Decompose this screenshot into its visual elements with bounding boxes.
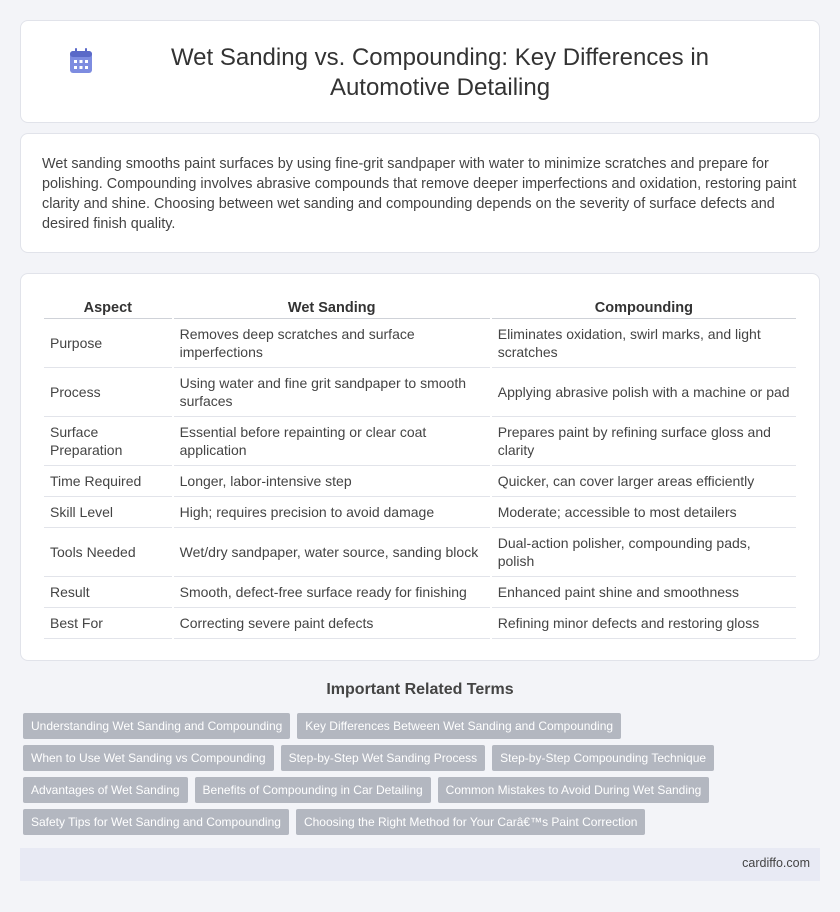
cell-wet-sanding: Correcting severe paint defects [174,608,490,639]
calendar-icon [69,48,93,74]
related-tag-link[interactable]: Choosing the Right Method for Your Carâ€™s Paint Correction [296,809,646,835]
header-wet-sanding: Wet Sanding [174,297,490,319]
tag-row [23,777,823,803]
cell-aspect: Skill Level [44,497,172,528]
tag-row [23,713,823,739]
cell-wet-sanding: Smooth, defect-free surface ready for finishing [174,577,490,608]
table-row [44,466,796,497]
cell-aspect: Process [44,368,172,417]
cell-aspect: Time Required [44,466,172,497]
cell-wet-sanding: High; requires precision to avoid damage [174,497,490,528]
cell-compounding: Eliminates oxidation, swirl marks, and light scratches [492,319,796,368]
table-row [44,577,796,608]
table-row [44,319,796,368]
cell-compounding: Moderate; accessible to most detailers [492,497,796,528]
cell-compounding: Quicker, can cover larger areas efficiently [492,466,796,497]
comparison-card [20,273,820,661]
header-card [20,20,820,123]
tag-row [23,745,823,771]
comparison-table [42,297,798,639]
cell-compounding: Applying abrasive polish with a machine or pad [492,368,796,417]
related-tag-link[interactable]: Step-by-Step Wet Sanding Process [281,745,486,771]
table-row [44,368,796,417]
cell-aspect: Result [44,577,172,608]
cell-compounding: Dual-action polisher, compounding pads, polish [492,528,796,577]
related-tag-link[interactable]: Benefits of Compounding in Car Detailing [195,777,431,803]
related-tag-link[interactable]: Step-by-Step Compounding Technique [492,745,714,771]
related-tag-link[interactable]: Common Mistakes to Avoid During Wet Sanding [438,777,710,803]
table-row [44,417,796,466]
cell-wet-sanding: Longer, labor-intensive step [174,466,490,497]
cell-aspect: Tools Needed [44,528,172,577]
intro-paragraph: Wet sanding smooths paint surfaces by using fine-grit sandpaper with water to minimize scratches and prepare for polishing. Compounding involves abrasive compounds that remove deeper imperfections and oxidation, restoring paint clarity and shine. Choosing between wet sanding and compounding depends on the severity of surface defects and desired finish quality. [42,156,797,232]
footer [20,848,820,881]
cell-compounding: Refining minor defects and restoring gloss [492,608,796,639]
cell-wet-sanding: Removes deep scratches and surface imperfections [174,319,490,368]
related-terms-title: Important Related Terms [326,681,514,698]
table-header-row [44,297,796,319]
header-aspect: Aspect [44,297,172,319]
cell-wet-sanding: Using water and fine grit sandpaper to smooth surfaces [174,368,490,417]
cell-compounding: Prepares paint by refining surface gloss and clarity [492,417,796,466]
related-tag-link[interactable]: Safety Tips for Wet Sanding and Compounding [23,809,289,835]
related-tags [23,713,823,841]
cell-wet-sanding: Wet/dry sandpaper, water source, sanding block [174,528,490,577]
cell-aspect: Best For [44,608,172,639]
tag-row [23,809,823,835]
related-tag-link[interactable]: Understanding Wet Sanding and Compounding [23,713,290,739]
header-compounding: Compounding [492,297,796,319]
intro-card [20,133,820,253]
related-tag-link[interactable]: When to Use Wet Sanding vs Compounding [23,745,274,771]
cell-wet-sanding: Essential before repainting or clear coat application [174,417,490,466]
cell-compounding: Enhanced paint shine and smoothness [492,577,796,608]
cell-aspect: Purpose [44,319,172,368]
cell-aspect: Surface Preparation [44,417,172,466]
related-tag-link[interactable]: Key Differences Between Wet Sanding and Compounding [297,713,621,739]
table-row [44,608,796,639]
table-row [44,497,796,528]
footer-site[interactable]: cardiffo.com [742,856,810,870]
related-tag-link[interactable]: Advantages of Wet Sanding [23,777,188,803]
table-row [44,528,796,577]
page-title: Wet Sanding vs. Compounding: Key Differences in Automotive Detailing [170,44,710,101]
